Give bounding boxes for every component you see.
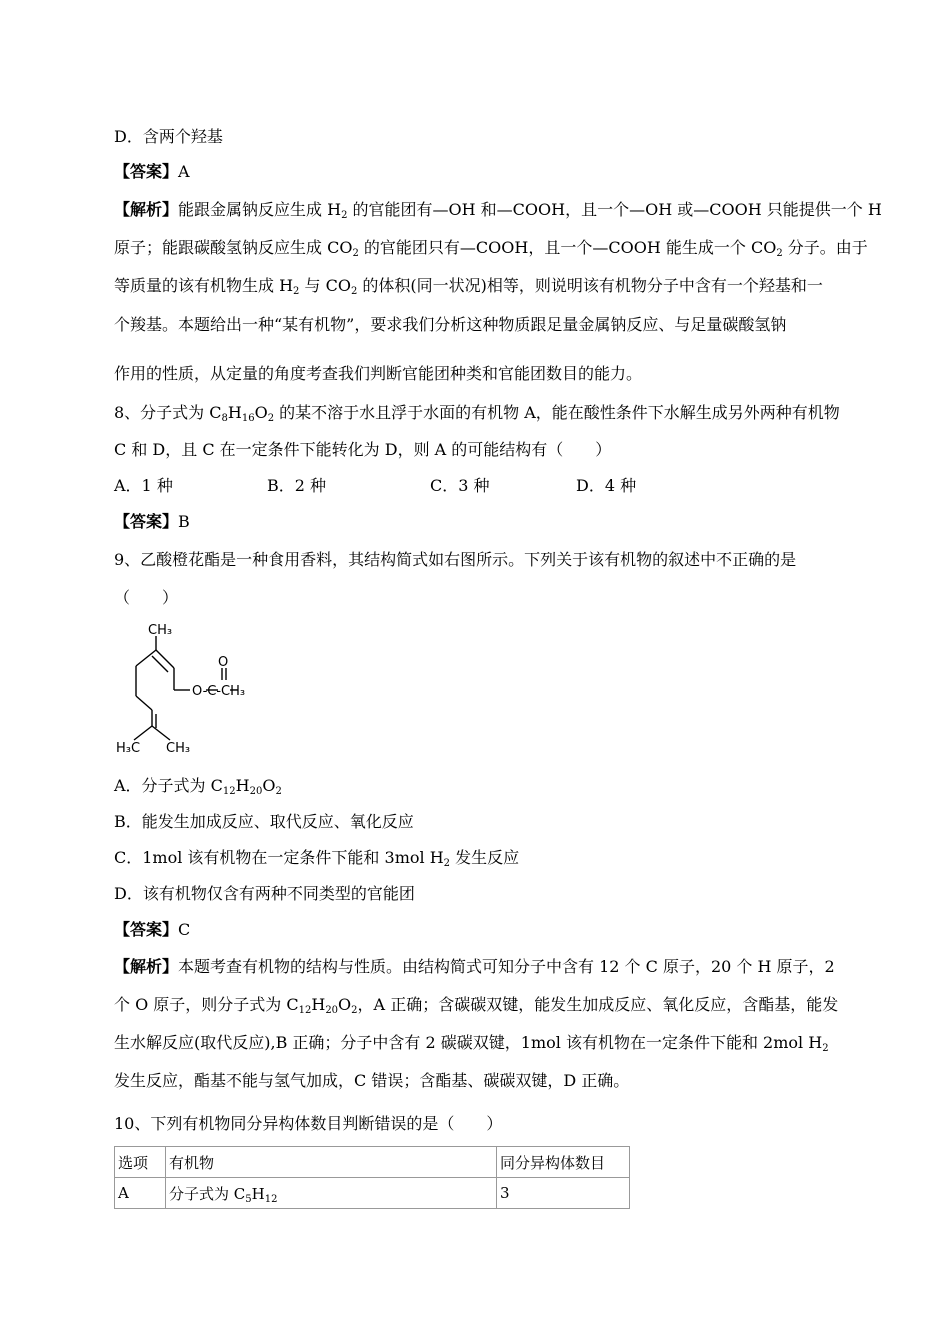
q7-analysis-line: 作用的性质，从定量的角度考查我们判断官能团种类和官能团数目的能力。: [114, 364, 643, 383]
q9-option-a: A．分子式为 $C_{12}H_{20}O_2$: [114, 776, 282, 797]
q8-options: [114, 476, 840, 498]
q8-option-a: A．1 种: [114, 476, 173, 495]
q9-option-d: D．该有机物仅含有两种不同类型的官能团: [114, 884, 415, 903]
q9-stem-line: （ ）: [114, 588, 179, 607]
answer-tag: 【答案】: [114, 512, 179, 531]
analysis-tag: 【解析】: [114, 957, 179, 976]
isomer-table: [114, 1146, 630, 1209]
analysis-tag: 【解析】: [114, 200, 179, 219]
ch3-label: CH₃: [148, 623, 173, 638]
table-header-cell: 选项: [115, 1147, 166, 1178]
table-header-cell: 同分异构体数目: [497, 1147, 630, 1178]
q10-stem-line: 10、下列有机物同分异构体数目判断错误的是（ ）: [114, 1114, 503, 1133]
table-header-row: [115, 1147, 630, 1178]
q7-analysis-line: 个羧基。本题给出一种“某有机物”，要求我们分析这种物质跟足量金属钠反应、与足量碳酸氢钠: [114, 315, 787, 334]
table-cell: A: [115, 1178, 166, 1209]
q7-analysis-line: 【解析】能跟金属钠反应生成 $H_2$ 的官能团有—OH 和—COOH，且一个—OH 或—COOH 只能提供一个 H: [114, 200, 882, 221]
answer-tag: 【答案】: [114, 920, 179, 939]
q9-analysis-line: 发生反应，酯基不能与氢气加成，C 错误；含酯基、碳碳双键，D 正确。: [114, 1071, 630, 1090]
ester-label: O-C-CH₃: [192, 684, 246, 699]
answer-value: B: [178, 512, 190, 531]
q8-answer: [114, 512, 190, 532]
q7-answer: [114, 162, 190, 182]
q9-analysis-line: 【解析】本题考查有机物的结构与性质。由结构简式可知分子中含有 12 个 C 原子，20 个 H 原子，2: [114, 957, 835, 976]
table-cell: 3: [497, 1178, 630, 1209]
q7-analysis-line: 等质量的该有机物生成 $H_2$ 与 $CO_2$ 的体积(同一状况)相等，则说明该有机物分子中含有一个羟基和一: [114, 276, 823, 297]
q8-option-c: C．3 种: [430, 476, 490, 495]
q9-option-c: C．1mol 该有机物在一定条件下能和 3mol $H_2$ 发生反应: [114, 848, 520, 869]
q8-option-d: D．4 种: [576, 476, 637, 495]
ch3-label: CH₃: [166, 741, 191, 756]
q9-stem-line: 9、乙酸橙花酯是一种食用香料，其结构简式如右图所示。下列关于该有机物的叙述中不正确的是: [114, 550, 797, 569]
q9-analysis-line: 个 O 原子，则分子式为 $C_{12}H_{20}O_2$，A 正确；含碳碳双键，能发生加成反应、氧化反应，含酯基，能发: [114, 995, 839, 1016]
structural-formula-diagram: [114, 618, 264, 758]
table-cell: 分子式为 $C_5H_{12}$: [166, 1178, 497, 1209]
q9-analysis-line: 生水解反应(取代反应),B 正确；分子中含有 2 碳碳双键，1mol 该有机物在一定条件下能和 2mol $H_2$: [114, 1033, 829, 1054]
q7-analysis-line: 原子；能跟碳酸氢钠反应生成 $CO_2$ 的官能团只有—COOH，且一个—COOH 能生成一个 $CO_2$ 分子。由于: [114, 238, 868, 259]
q8-stem-line: C 和 D，且 C 在一定条件下能转化为 D，则 A 的可能结构有（ ）: [114, 440, 612, 459]
answer-value: C: [178, 920, 191, 939]
answer-value: A: [178, 162, 190, 181]
table-header-cell: 有机物: [166, 1147, 497, 1178]
q7-option-d: D．含两个羟基: [114, 127, 223, 146]
q9-answer: [114, 920, 190, 940]
q8-stem-line: 8、分子式为 $C_8H_{16}O_2$ 的某不溶于水且浮于水面的有机物 A，能在酸性条件下水解生成另外两种有机物: [114, 403, 840, 424]
table-row: [115, 1178, 630, 1209]
h3c-label: H₃C: [116, 741, 141, 756]
q9-option-b: B．能发生加成反应、取代反应、氧化反应: [114, 812, 414, 831]
carbonyl-o-label: O: [218, 655, 229, 670]
q8-option-b: B．2 种: [267, 476, 327, 495]
answer-tag: 【答案】: [114, 162, 179, 181]
